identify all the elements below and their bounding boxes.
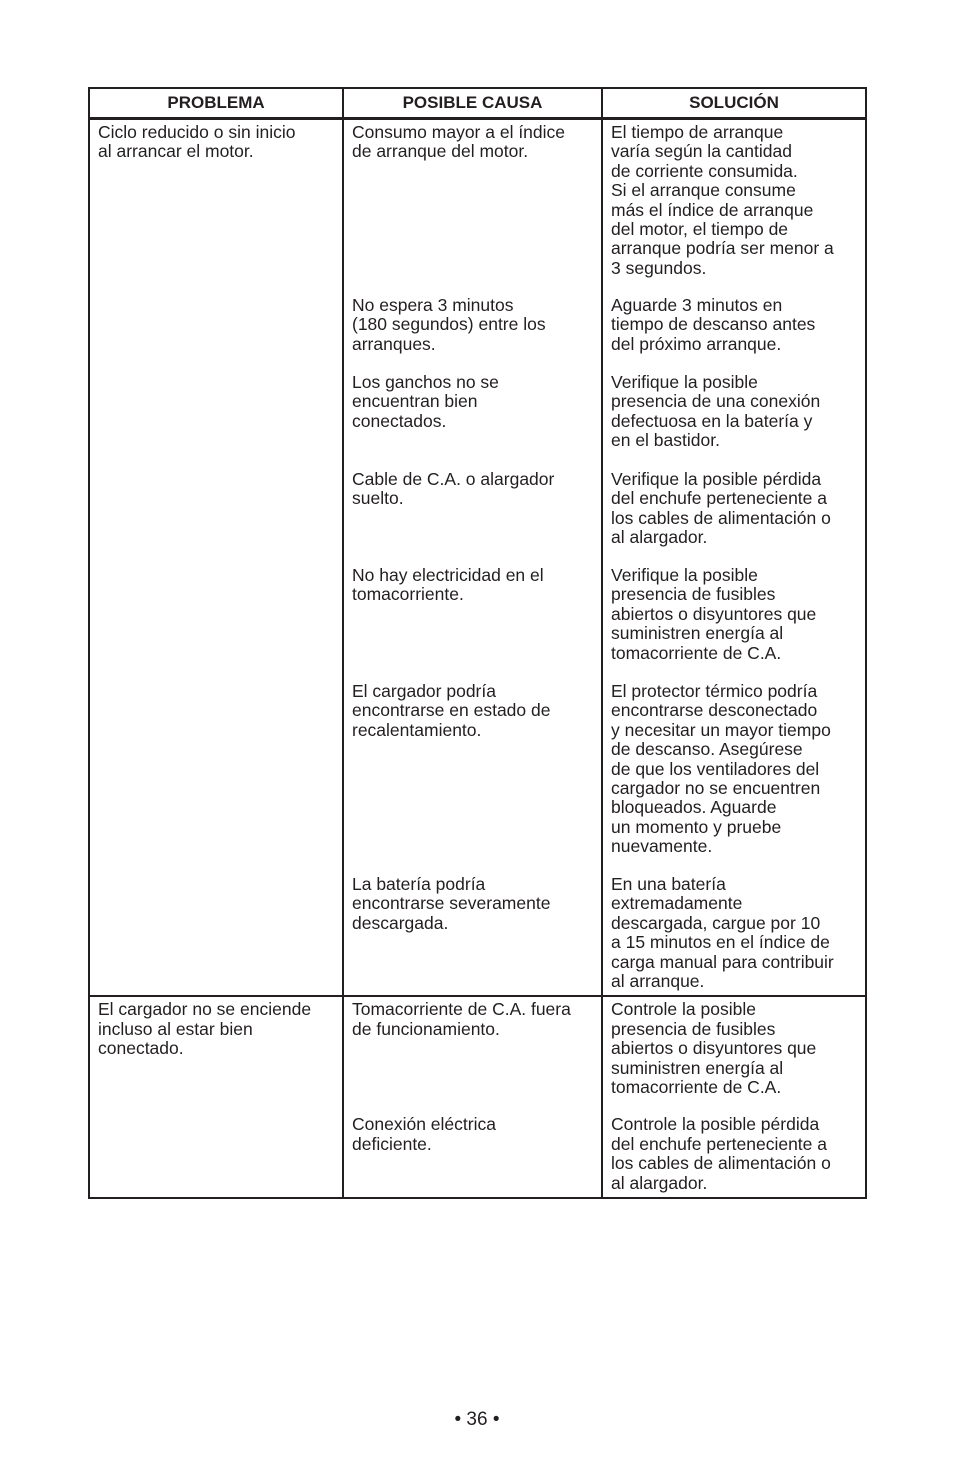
solution-item: Aguarde 3 minutos en tiempo de descanso antes del próximo arranque. bbox=[611, 295, 816, 354]
solution-item: Controle la posible presencia de fusibles abiertos o disyuntores que suministren energía al tomacorriente de C.A. bbox=[611, 999, 817, 1098]
solution-item: Verifique la posible pérdida del enchufe perteneciente a los cables de alimentación o al alargador. bbox=[611, 469, 831, 548]
solution-item: Controle la posible pérdida del enchufe perteneciente a los cables de alimentación o al alargador. bbox=[611, 1114, 831, 1193]
problem-text: Ciclo reducido o sin inicio al arrancar el motor. bbox=[98, 122, 296, 162]
cause-cell bbox=[343, 119, 602, 997]
table-row bbox=[89, 119, 866, 997]
cause-item: No hay electricidad en el tomacorriente. bbox=[352, 565, 544, 605]
header-cause: POSIBLE CAUSA bbox=[343, 88, 602, 119]
problem-cell bbox=[89, 996, 343, 1198]
page-number: • 36 • bbox=[454, 1409, 500, 1430]
cause-item: No espera 3 minutos (180 segundos) entre los arranques. bbox=[352, 295, 546, 354]
cause-item: Cable de C.A. o alargador suelto. bbox=[352, 469, 555, 509]
solution-item: El protector térmico podría encontrarse desconectado y necesitar un mayor tiempo de descanso. Asegúrese de que los ventiladores del cargador no se encuentren bloqueados. Aguarde un momento y pruebe nuevamente. bbox=[611, 681, 831, 857]
header-problem: PROBLEMA bbox=[89, 88, 343, 119]
table-header-row bbox=[89, 88, 866, 119]
header-solution: SOLUCIÓN bbox=[602, 88, 866, 119]
table-row bbox=[89, 996, 866, 1198]
solution-item: El tiempo de arranque varía según la cantidad de corriente consumida. Si el arranque consume más el índice de arranque del motor, el tiempo de arranque podría ser menor a 3 segundos. bbox=[611, 122, 834, 278]
cause-item: Tomacorriente de C.A. fuera de funcionamiento. bbox=[352, 999, 571, 1039]
troubleshooting-table bbox=[88, 87, 867, 1199]
cause-item: Los ganchos no se encuentran bien conectados. bbox=[352, 372, 499, 431]
solution-cell bbox=[602, 996, 866, 1198]
cause-item: Consumo mayor a el índice de arranque del motor. bbox=[352, 122, 566, 162]
problem-text: El cargador no se enciende incluso al estar bien conectado. bbox=[98, 999, 312, 1059]
solution-cell bbox=[602, 119, 866, 997]
solution-item: Verifique la posible presencia de fusibles abiertos o disyuntores que suministren energía al tomacorriente de C.A. bbox=[611, 565, 817, 663]
cause-item: El cargador podría encontrarse en estado de recalentamiento. bbox=[352, 681, 551, 740]
problem-cell bbox=[89, 119, 343, 997]
cause-item: La batería podría encontrarse severamente descargada. bbox=[352, 874, 551, 933]
solution-item: Verifique la posible presencia de una conexión defectuosa en la batería y en el bastidor. bbox=[611, 372, 821, 451]
cause-item: Conexión eléctrica deficiente. bbox=[352, 1114, 496, 1154]
solution-item: En una batería extremadamente descargada, cargue por 10 a 15 minutos en el índice de carga manual para contribuir al arranque. bbox=[611, 874, 834, 992]
cause-cell bbox=[343, 996, 602, 1198]
